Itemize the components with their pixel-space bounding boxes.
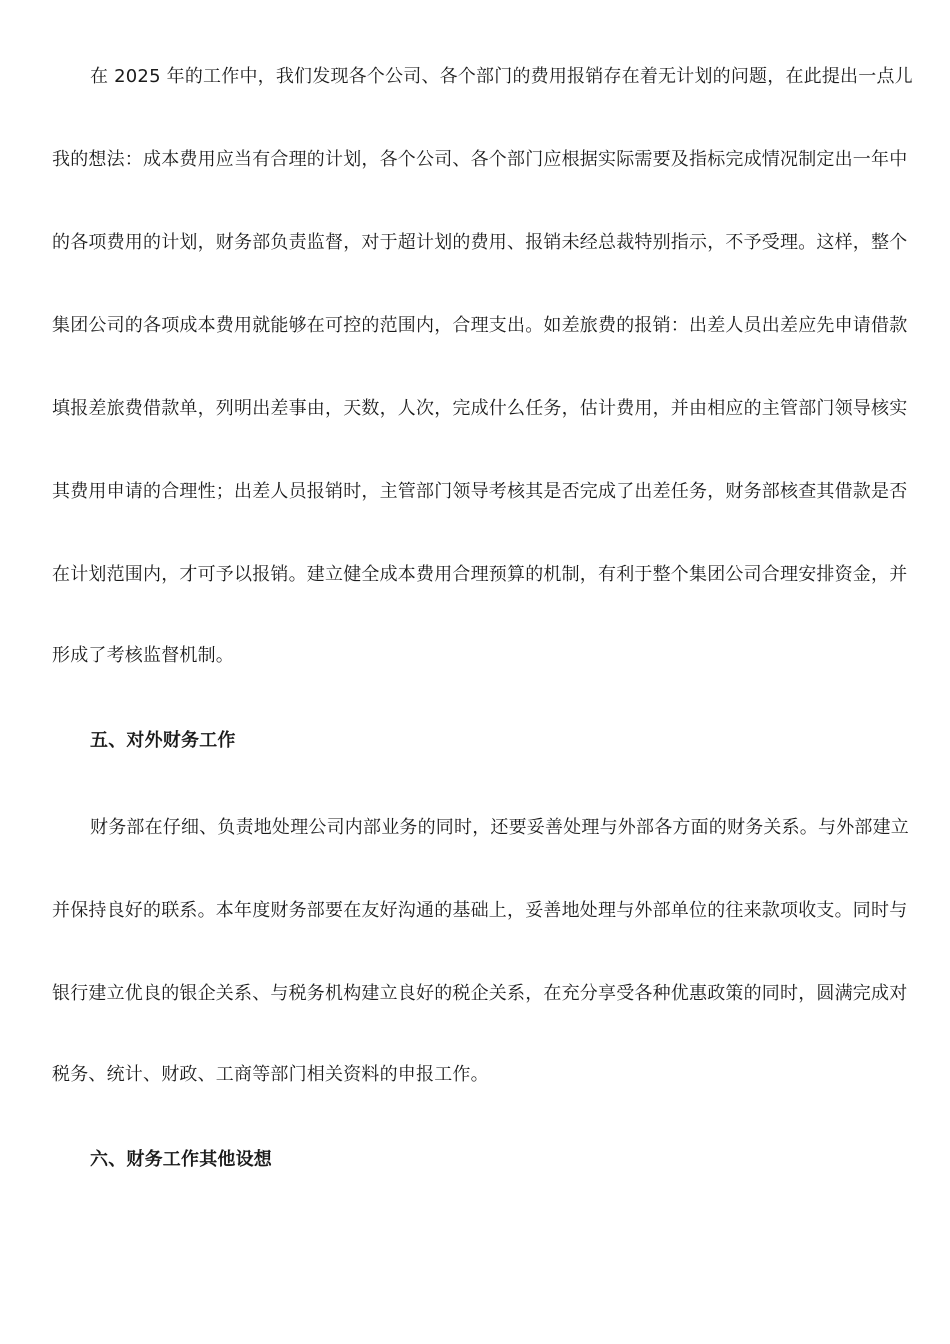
paragraph-line: 财务部在仔细、负责地处理公司内部业务的同时，还要妥善处理与外部各方面的财务关系。与外部建立 <box>90 817 909 838</box>
paragraph-line: 在计划范围内，才可予以报销。建立健全成本费用合理预算的机制，有利于整个集团公司合理安排资金，并 <box>52 564 908 585</box>
paragraph-line: 并保持良好的联系。本年度财务部要在友好沟通的基础上，妥善地处理与外部单位的往来款项收支。同时与 <box>52 900 908 921</box>
paragraph-line: 集团公司的各项成本费用就能够在可控的范围内，合理支出。如差旅费的报销：出差人员出差应先申请借款 <box>52 315 908 336</box>
section-heading-5: 五、对外财务工作 <box>90 730 236 751</box>
paragraph-line: 税务、统计、财政、工商等部门相关资料的申报工作。 <box>52 1064 489 1085</box>
paragraph-line: 的各项费用的计划，财务部负责监督，对于超计划的费用、报销未经总裁特别指示，不予受理。这样，整个 <box>52 232 908 253</box>
paragraph-line: 我的想法：成本费用应当有合理的计划，各个公司、各个部门应根据实际需要及指标完成情况制定出一年中 <box>52 149 908 170</box>
paragraph-line: 银行建立优良的银企关系、与税务机构建立良好的税企关系，在充分享受各种优惠政策的同时，圆满完成对 <box>52 983 908 1004</box>
paragraph-line: 形成了考核监督机制。 <box>52 645 234 666</box>
paragraph-line: 其费用申请的合理性；出差人员报销时，主管部门领导考核其是否完成了出差任务，财务部核查其借款是否 <box>52 481 908 502</box>
paragraph-line: 填报差旅费借款单，列明出差事由，天数，人次，完成什么任务，估计费用，并由相应的主管部门领导核实 <box>52 398 908 419</box>
section-heading-6: 六、财务工作其他设想 <box>90 1149 272 1170</box>
paragraph-line: 在 2025 年的工作中，我们发现各个公司、各个部门的费用报销存在着无计划的问题，在此提出一点儿 <box>90 66 913 87</box>
